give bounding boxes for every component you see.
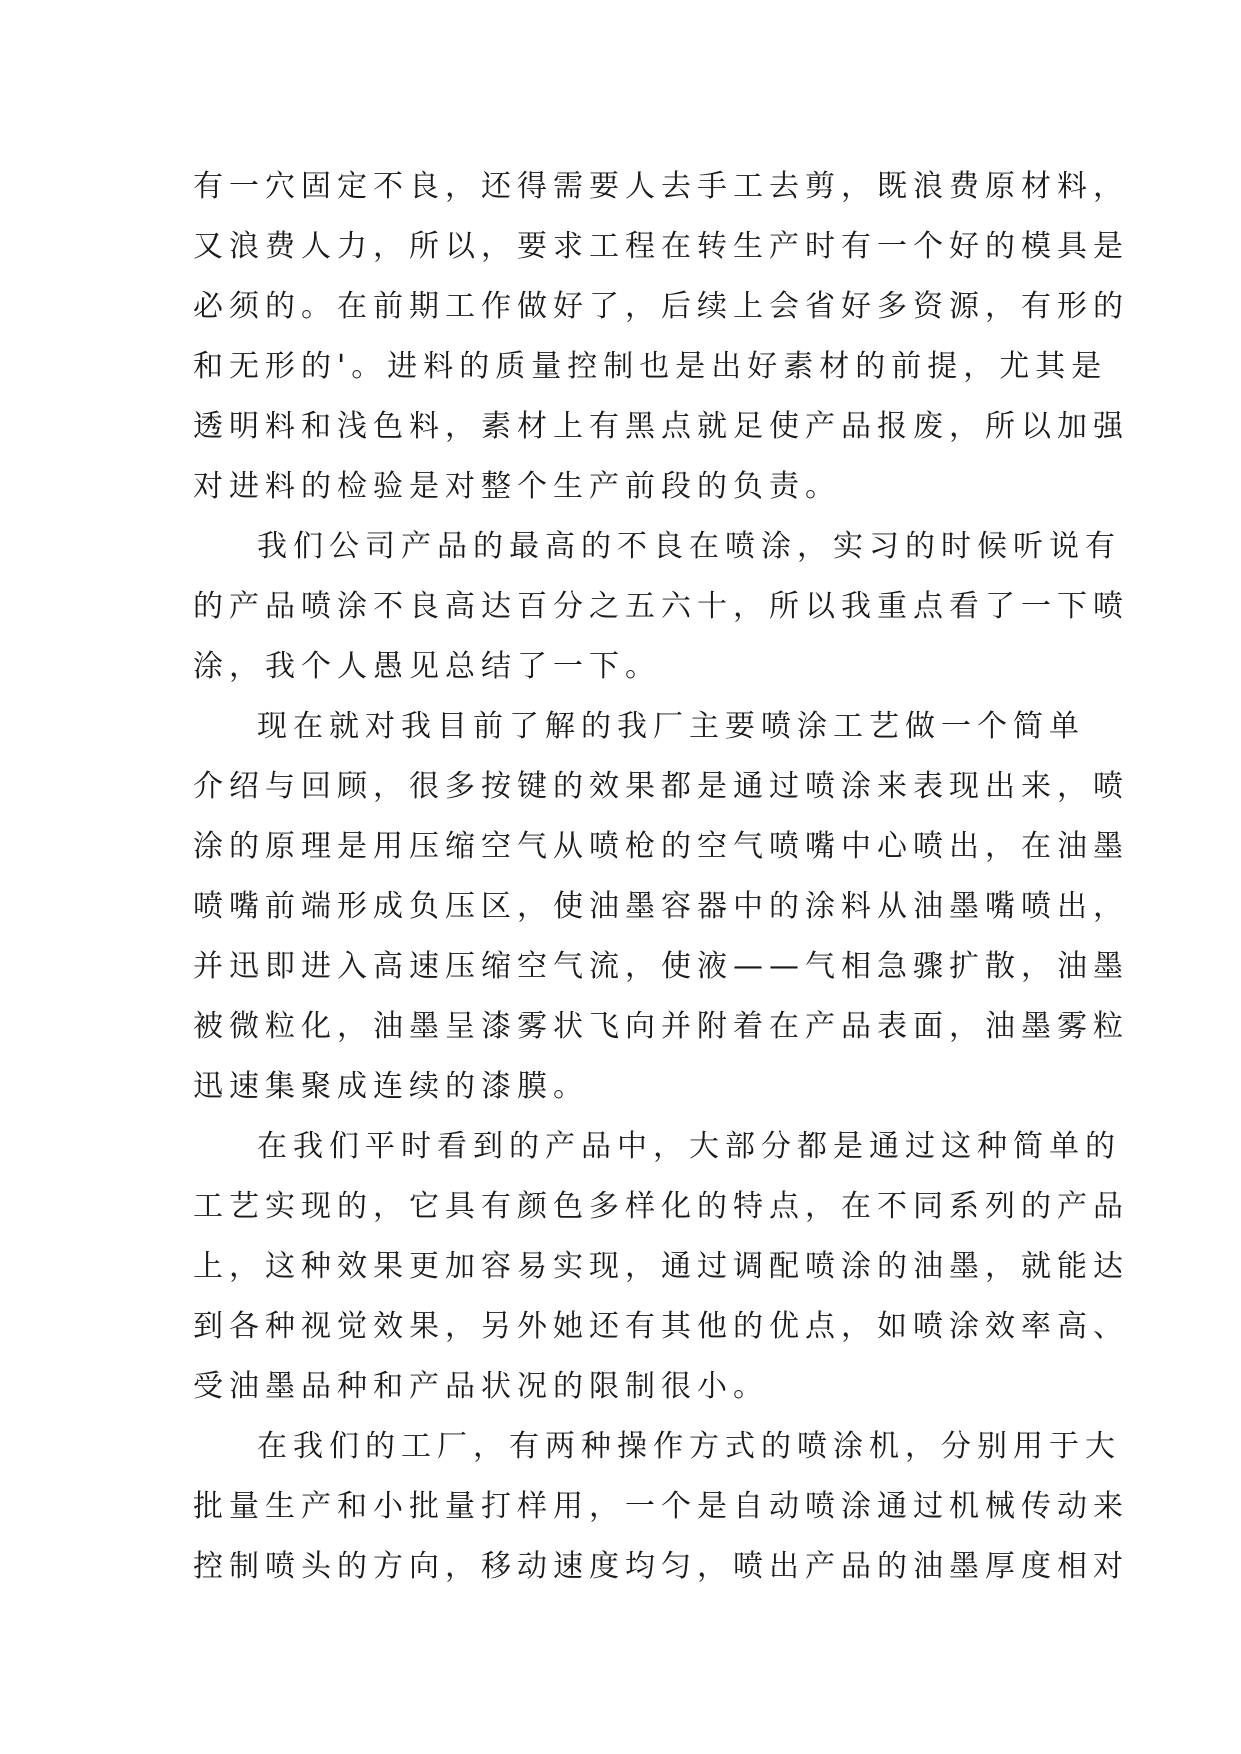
body-text bbox=[193, 157, 1129, 1597]
text-line: 涂，我个人愚见总结了一下。 bbox=[193, 649, 661, 684]
text-line: 的产品喷涂不良高达百分之五六十，所以我重点看了一下喷 bbox=[193, 589, 1129, 624]
text-line: 介绍与回顾，很多按键的效果都是通过喷涂来表现出来，喷 bbox=[193, 769, 1129, 804]
text-line: 迅速集聚成连续的漆膜。 bbox=[193, 1069, 589, 1104]
text-line: 透明料和浅色料，素材上有黑点就足使产品报废，所以加强 bbox=[193, 409, 1129, 444]
text-line: 被微粒化，油墨呈漆雾状飞向并附着在产品表面，油墨雾粒 bbox=[193, 1009, 1129, 1044]
text-line: 喷嘴前端形成负压区，使油墨容器中的涂料从油墨嘴喷出， bbox=[193, 889, 1129, 924]
text-line: 并迅即进入高速压缩空气流，使液——气相急骤扩散，油墨 bbox=[193, 949, 1129, 984]
text-line: 到各种视觉效果，另外她还有其他的优点，如喷涂效率高、 bbox=[193, 1309, 1129, 1344]
text-line: 批量生产和小批量打样用，一个是自动喷涂通过机械传动来 bbox=[193, 1489, 1129, 1524]
paragraph-first-line: 现在就对我目前了解的我厂主要喷涂工艺做一个简单 bbox=[257, 709, 1085, 744]
text-line: 受油墨品种和产品状况的限制很小。 bbox=[193, 1369, 769, 1404]
text-line: 又浪费人力，所以，要求工程在转生产时有一个好的模具是 bbox=[193, 229, 1129, 264]
paragraph-first-line: 我们公司产品的最高的不良在喷涂，实习的时候听说有 bbox=[257, 529, 1121, 564]
text-line: 上，这种效果更加容易实现，通过调配喷涂的油墨，就能达 bbox=[193, 1249, 1129, 1284]
text-line: 涂的原理是用压缩空气从喷枪的空气喷嘴中心喷出，在油墨 bbox=[193, 829, 1129, 864]
text-line: 控制喷头的方向，移动速度均匀，喷出产品的油墨厚度相对 bbox=[193, 1549, 1129, 1584]
paragraph-first-line: 在我们的工厂，有两种操作方式的喷涂机，分别用于大 bbox=[257, 1429, 1121, 1464]
text-line: 有一穴固定不良，还得需要人去手工去剪，既浪费原材料， bbox=[193, 169, 1129, 204]
text-line: 对进料的检验是对整个生产前段的负责。 bbox=[193, 469, 841, 504]
text-line: 必须的。在前期工作做好了，后续上会省好多资源，有形的 bbox=[193, 289, 1129, 324]
text-line: 工艺实现的，它具有颜色多样化的特点，在不同系列的产品 bbox=[193, 1189, 1129, 1224]
paragraph-first-line: 在我们平时看到的产品中，大部分都是通过这种简单的 bbox=[257, 1129, 1121, 1164]
text-line: 和无形的'。进料的质量控制也是出好素材的前提，尤其是 bbox=[193, 349, 1108, 384]
